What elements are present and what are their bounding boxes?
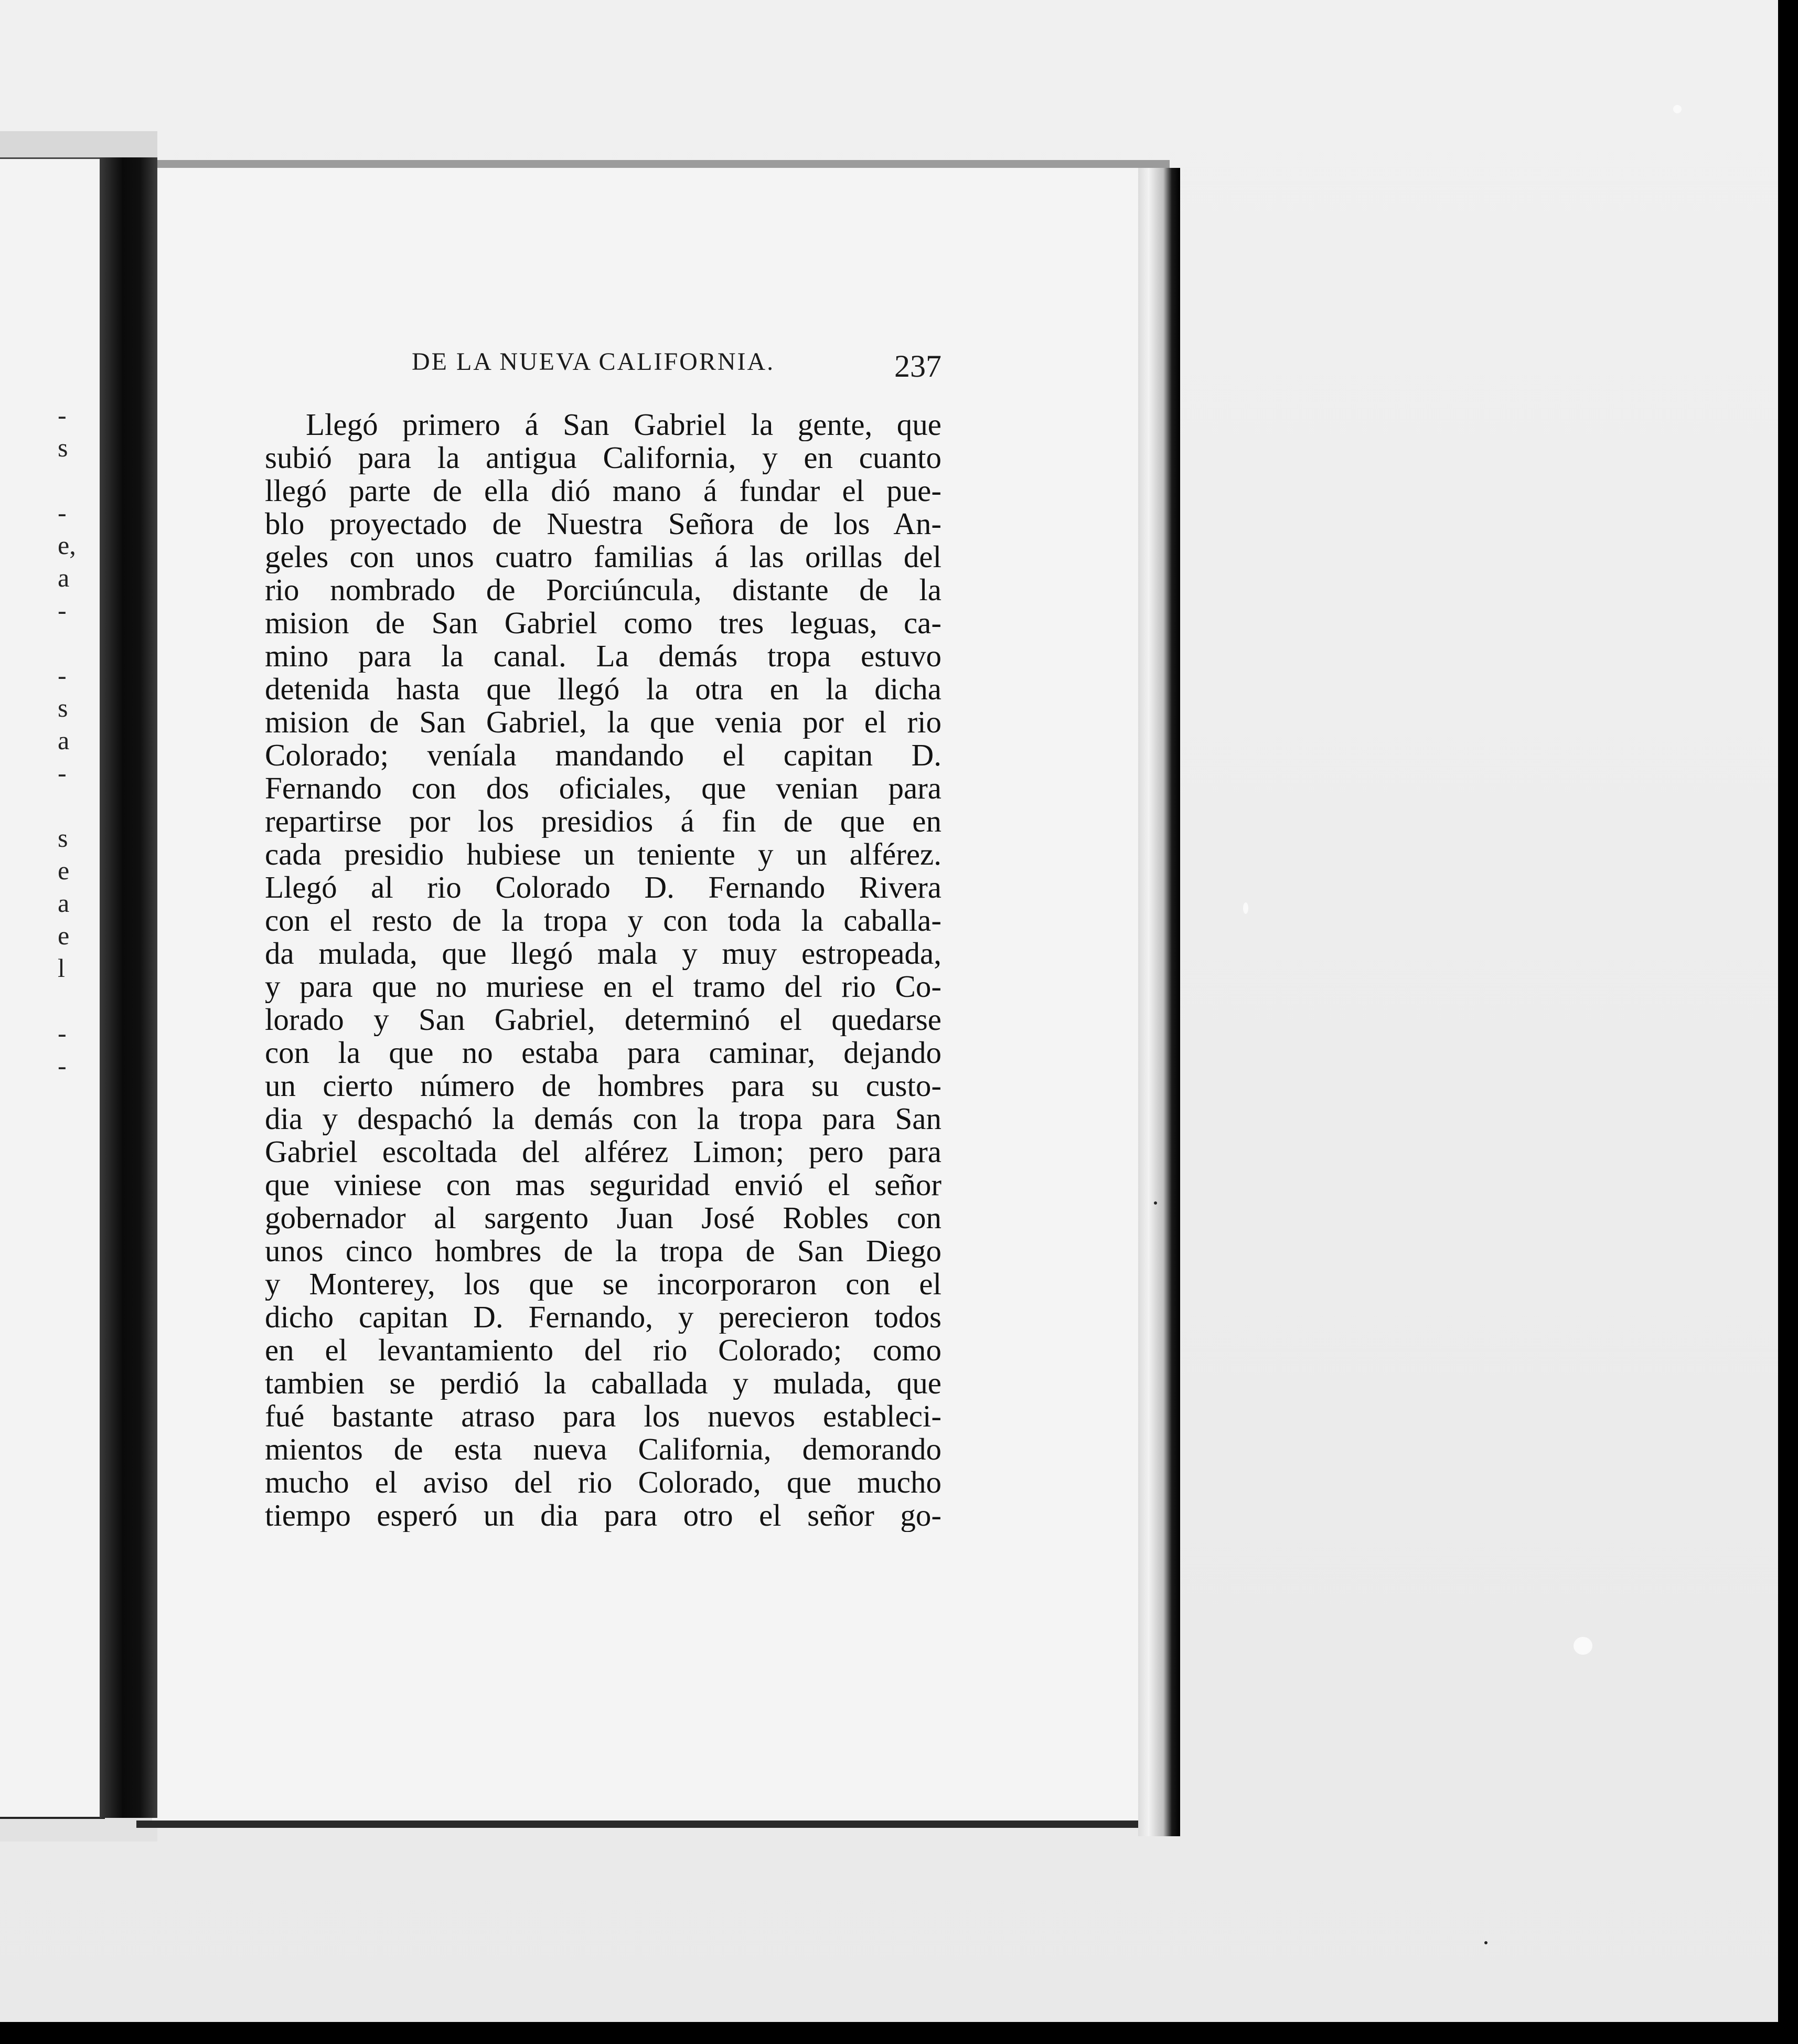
fragment-line: e [58, 921, 70, 950]
fragment-line: - [58, 1051, 67, 1080]
film-border-right [1778, 0, 1798, 2044]
text-line: geles con unos cuatro familias á las orillas del [265, 540, 941, 573]
fragment-line: l [58, 953, 65, 983]
text-line: da mulada, que llegó mala y muy estropeada, [265, 937, 941, 970]
text-line: mientos de esta nueva California, demorando [265, 1433, 941, 1466]
text-line: tambien se perdió la caballada y mulada, que [265, 1367, 941, 1400]
text-line: con el resto de la tropa y con toda la caballa- [265, 904, 941, 937]
text-line: Gabriel escoltada del alférez Limon; pero para [265, 1135, 941, 1168]
book-spine [100, 157, 157, 1818]
body-text [265, 408, 941, 1532]
text-line: Llegó al rio Colorado D. Fernando Rivera [265, 871, 941, 904]
text-line: fué bastante atraso para los nuevos estableci- [265, 1400, 941, 1433]
running-head: DE LA NUEVA CALIFORNIA. [412, 348, 775, 376]
text-line: blo proyectado de Nuestra Señora de los An- [265, 507, 941, 540]
text-line: que viniese con mas seguridad envió el señor [265, 1168, 941, 1201]
dust-speck [1574, 1637, 1592, 1655]
fragment-line: - [58, 1018, 67, 1048]
page-bottom-edge [136, 1821, 1170, 1828]
page-top-edge [136, 160, 1170, 168]
text-line: y para que no muriese en el tramo del rio Co- [265, 970, 941, 1003]
page-number: 237 [894, 349, 941, 384]
page-fore-edge [1138, 168, 1180, 1836]
text-line: subió para la antigua California, y en cuanto [265, 441, 941, 474]
fragment-line: e [58, 856, 70, 885]
text-line: unos cinco hombres de la tropa de San Diego [265, 1234, 941, 1268]
previous-page [0, 157, 105, 1819]
fragment-line [58, 626, 89, 659]
fragment-line: s [58, 693, 68, 722]
fragment-line: - [58, 400, 67, 430]
fragment-line: a [58, 726, 70, 755]
fragment-line: a [58, 888, 70, 918]
fragment-line [58, 464, 89, 496]
dust-speck [1154, 1201, 1157, 1205]
text-line: Llegó primero á San Gabriel la gente, que [306, 408, 941, 441]
fragment-line: a [58, 563, 70, 592]
text-line: un cierto número de hombres para su custo- [265, 1069, 941, 1102]
previous-page-text-fragments [58, 399, 89, 1082]
text-line: mision de San Gabriel, la que venia por el rio [265, 706, 941, 739]
dust-speck [1673, 105, 1682, 113]
text-line: rio nombrado de Porciúncula, distante de la [265, 573, 941, 606]
dust-speck [1243, 902, 1248, 914]
text-line: cada presidio hubiese un teniente y un alférez. [265, 838, 941, 871]
text-line: dicho capitan D. Fernando, y perecieron todos [265, 1301, 941, 1334]
text-line: mision de San Gabriel como tres leguas, ca- [265, 606, 941, 640]
text-line: lorado y San Gabriel, determinó el quedarse [265, 1003, 941, 1036]
text-line: mino para la canal. La demás tropa estuvo [265, 640, 941, 673]
text-line: dia y despachó la demás con la tropa para San [265, 1102, 941, 1135]
text-line: en el levantamiento del rio Colorado; como [265, 1334, 941, 1367]
fragment-line [58, 789, 89, 822]
fragment-line: s [58, 433, 68, 462]
text-line: llegó parte de ella dió mano á fundar el pue- [265, 474, 941, 507]
text-line: detenida hasta que llegó la otra en la dicha [265, 673, 941, 706]
film-border-bottom [0, 2022, 1798, 2044]
text-line: repartirse por los presidios á fin de que en [265, 805, 941, 838]
fragment-line: e, [58, 530, 76, 560]
fragment-line: - [58, 498, 67, 527]
fragment-line: - [58, 661, 67, 690]
text-line: gobernador al sargento Juan José Robles con [265, 1201, 941, 1234]
text-line: Colorado; veníala mandando el capitan D. [265, 739, 941, 772]
fragment-line [58, 984, 89, 1017]
dust-speck [1484, 1941, 1487, 1944]
text-line: y Monterey, los que se incorporaron con el [265, 1268, 941, 1301]
text-line: con la que no estaba para caminar, dejando [265, 1036, 941, 1069]
text-line: mucho el aviso del rio Colorado, que mucho [265, 1466, 941, 1499]
text-line: Fernando con dos oficiales, que venian para [265, 772, 941, 805]
fragment-line: - [58, 758, 67, 787]
fragment-line: s [58, 823, 68, 853]
text-line: tiempo esperó un dia para otro el señor go- [265, 1499, 941, 1532]
fragment-line: - [58, 595, 67, 625]
